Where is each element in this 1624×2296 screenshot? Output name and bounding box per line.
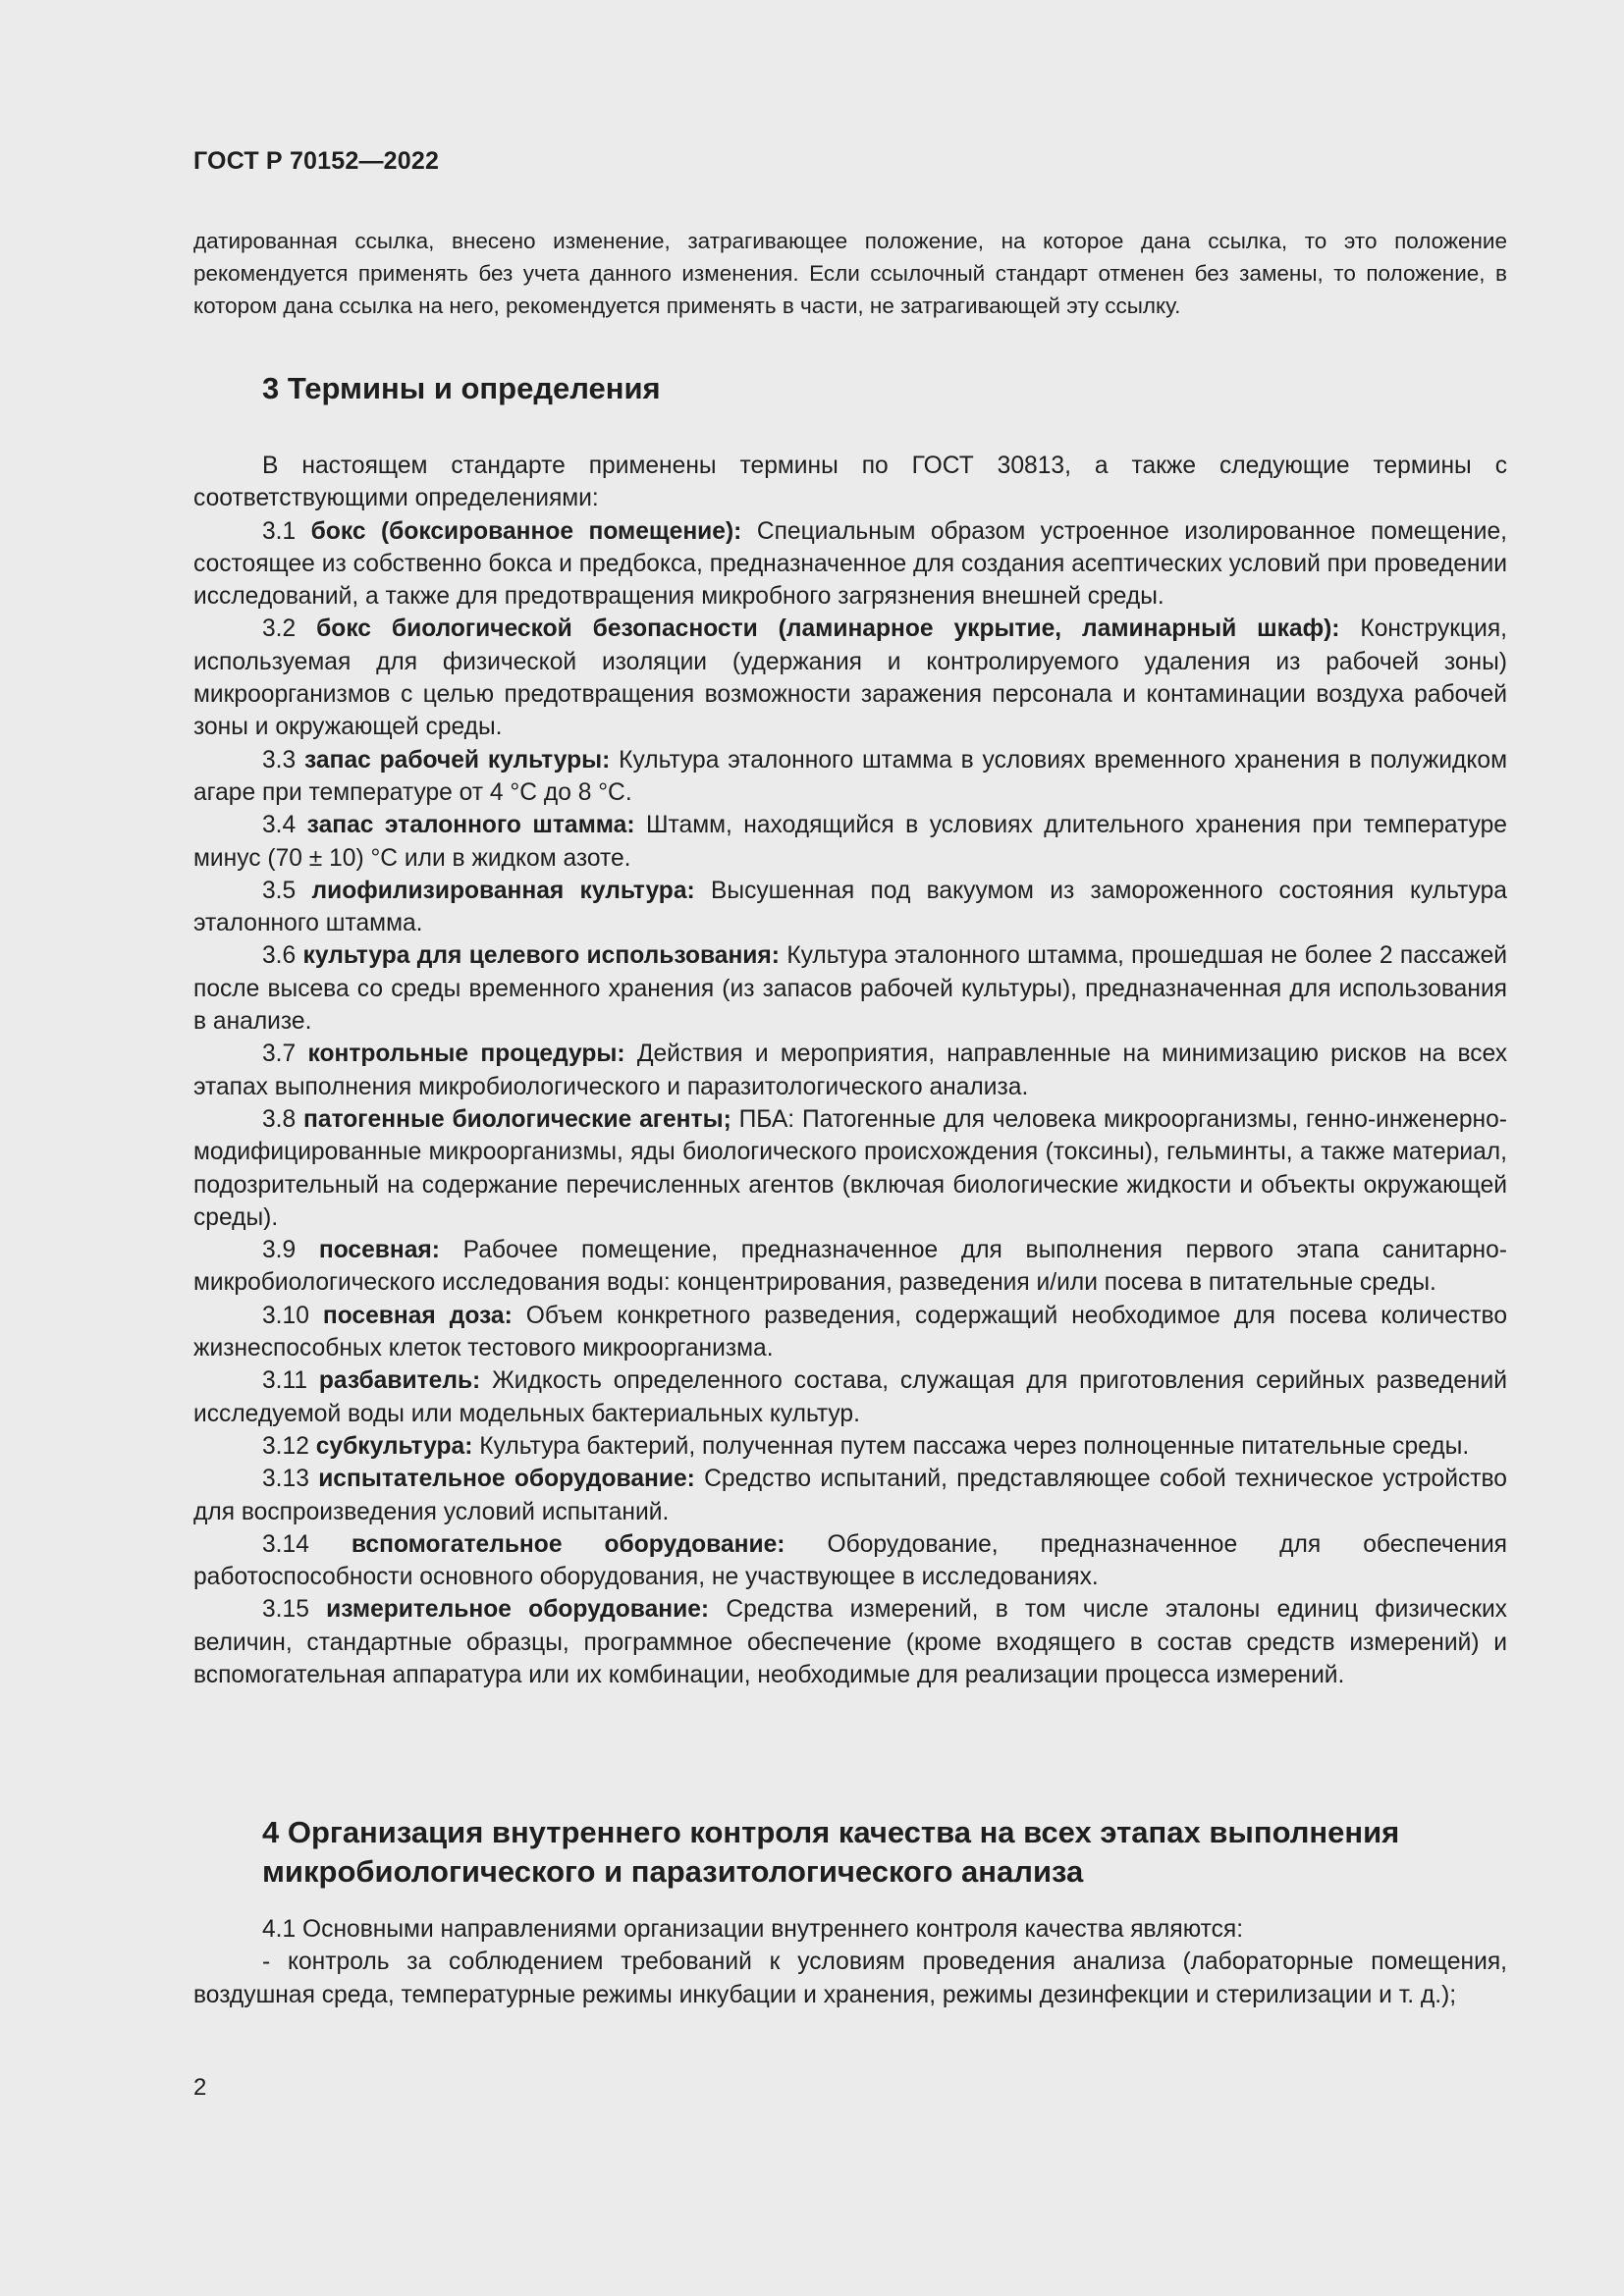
term-name: бокс (боксированное помещение):: [310, 517, 742, 545]
term-definition: Культура эталонного штамма в условиях временного хранения в полужидком агаре при температуре от 4 °C до 8 °C.: [193, 746, 1507, 806]
section-3-title: 3 Термины и определения: [262, 371, 661, 405]
term-name: культура для целевого использования:: [302, 942, 780, 970]
term-name: лиофилизированная культура:: [311, 877, 695, 904]
section-4: [193, 1813, 1507, 2011]
section-4-title-line-2: микробиологического и паразитологического анализа: [262, 1854, 1084, 1889]
term-3-10: [193, 1300, 1507, 1365]
term-3-13: [193, 1463, 1507, 1528]
term-name: испытательное оборудование:: [318, 1466, 695, 1493]
term-3-15: [193, 1593, 1507, 1691]
term-3-6: [193, 939, 1507, 1038]
term-number: 3.7: [262, 1041, 297, 1068]
term-definition: Средства измерений, в том числе эталоны единиц физических величин, стандартные образцы, программное обеспечение (кроме входящего в состав средств измерений) и вспомогательная аппаратура или их комбинации, необходимые для реализации процесса измерений.: [193, 1596, 1507, 1688]
term-number: 3.9: [262, 1237, 297, 1264]
term-number: 3.10: [262, 1302, 309, 1329]
term-definition: Объем конкретного разведения, содержащий необходимое для посева количество жизнеспособных клеток тестового микроорганизма.: [193, 1302, 1508, 1362]
term-number: 3.8: [262, 1105, 297, 1133]
term-name: бокс биологической безопасности (ламинарное укрытие, ламинарный шкаф):: [316, 615, 1340, 643]
term-definition: ПБА: Патогенные для человека микроорганизмы, генно-инженерно-модифицированные микроорганизмы, яды биологического происхождения (токсины), гельминты, а также материал, подозрительный на содержание перечисленных агентов (включая биологические жидкости и объекты окружающей среды).: [193, 1105, 1507, 1231]
term-definition: Рабочее помещение, предназначенное для выполнения первого этапа санитарно-микробиологического исследования воды: концентрирования, разведения и/или посева в питательные среды.: [193, 1237, 1507, 1297]
term-definition: Действия и мероприятия, направленные на минимизацию рисков на всех этапах выполнения микробиологического и паразитологического анализа.: [193, 1041, 1507, 1100]
term-definition: Специальным образом устроенное изолированное помещение, состоящее из собственно бокса и предбокса, предназначенное для создания асептических условий при проведении исследований, а также для предотвращения микробного загрязнения внешней среды.: [193, 517, 1508, 611]
term-3-7: [193, 1038, 1507, 1103]
term-definition: Средство испытаний, представляющее собой техническое устройство для воспроизведения условий испытаний.: [193, 1466, 1507, 1525]
term-name: разбавитель:: [318, 1367, 481, 1395]
term-definition: Высушенная под вакуумом из замороженного состояния культура эталонного штамма.: [193, 877, 1507, 937]
term-number: 3.1: [262, 517, 297, 545]
term-3-8: [193, 1103, 1507, 1234]
term-number: 3.3: [262, 746, 297, 774]
term-number: 3.12: [262, 1432, 309, 1460]
term-3-2: [193, 613, 1507, 743]
term-3-12: [193, 1430, 1507, 1463]
term-definition: Жидкость определенного состава, служащая для приготовления серийных разведений исследуемой воды или модельных бактериальных культур.: [193, 1367, 1507, 1427]
term-name: посевная:: [318, 1237, 440, 1264]
term-number: 3.11: [262, 1367, 308, 1395]
term-number: 3.13: [262, 1466, 309, 1493]
term-3-4: [193, 809, 1507, 875]
term-number: 3.15: [262, 1596, 309, 1624]
term-number: 3.5: [262, 877, 297, 904]
term-definition: Оборудование, предназначенное для обеспечения работоспособности основного оборудования, не участвующее в исследованиях.: [193, 1530, 1507, 1591]
term-definition: Конструкция, используемая для физической изоляции (удержания и контролируемого удаления из рабочей зоны) микроорганизмов с целью предотвращения возможности заражения персонала и контаминации воздуха рабочей зоны и окружающей среды.: [193, 615, 1507, 741]
term-definition: Штамм, находящийся в условиях длительного хранения при температуре минус (70 ± 10) °C или в жидком азоте.: [193, 812, 1507, 872]
term-name: запас рабочей культуры:: [304, 746, 611, 774]
section-4-title: [193, 1813, 1507, 1892]
term-3-9: [193, 1234, 1507, 1300]
section-3-lead: В настоящем стандарте применены термины по ГОСТ 30813, а также следующие термины с соответствующими определениями:: [193, 453, 1507, 512]
term-number: 3.4: [262, 812, 297, 839]
term-number: 3.14: [262, 1530, 309, 1558]
term-number: 3.2: [262, 615, 297, 643]
page-number: 2: [193, 2074, 207, 2101]
term-name: запас эталонного штамма:: [306, 812, 635, 839]
term-name: измерительное оборудование:: [326, 1596, 710, 1624]
term-3-5: [193, 875, 1507, 940]
intro-paragraph: датированная ссылка, внесено изменение, затрагивающее положение, на которое дана ссылка, то это положение рекомендуется применять без учета данного изменения. Если ссылочный стандарт отменен без замены, то положение, в котором дана ссылка на него, рекомендуется применять в части, не затрагивающей эту ссылку.: [193, 229, 1507, 318]
term-name: посевная доза:: [322, 1302, 513, 1329]
document-header: ГОСТ Р 70152—2022: [193, 147, 440, 175]
term-name: патогенные биологические агенты;: [303, 1105, 731, 1133]
term-3-11: [193, 1364, 1507, 1430]
term-3-14: [193, 1528, 1507, 1594]
term-name: вспомогательное оборудование:: [351, 1530, 785, 1558]
term-3-3: [193, 744, 1507, 810]
list-item: - контроль за соблюдением требований к условиям проведения анализа (лабораторные помещения, воздушная среда, температурные режимы инкубации и хранения, режимы дезинфекции и стерилизации и т. д.);: [193, 1949, 1507, 2008]
term-name: контрольные процедуры:: [307, 1041, 625, 1068]
document-page: [193, 0, 1507, 2296]
section-4-title-line-1: 4 Организация внутреннего контроля качества на всех этапах выполнения: [262, 1815, 1400, 1849]
term-definition: Культура эталонного штамма, прошедшая не более 2 пассажей после высева со среды временного хранения (из запасов рабочей культуры), предназначенная для использования в анализе.: [193, 942, 1508, 1036]
term-name: субкультура:: [315, 1432, 473, 1460]
section-3: [193, 369, 1507, 1691]
term-definition: Культура бактерий, полученная путем пассажа через полноценные питательные среды.: [479, 1432, 1470, 1460]
term-3-1: [193, 515, 1507, 614]
paragraph-4-1: 4.1 Основными направлениями организации внутреннего контроля качества являются:: [262, 1916, 1244, 1943]
term-number: 3.6: [262, 942, 297, 970]
